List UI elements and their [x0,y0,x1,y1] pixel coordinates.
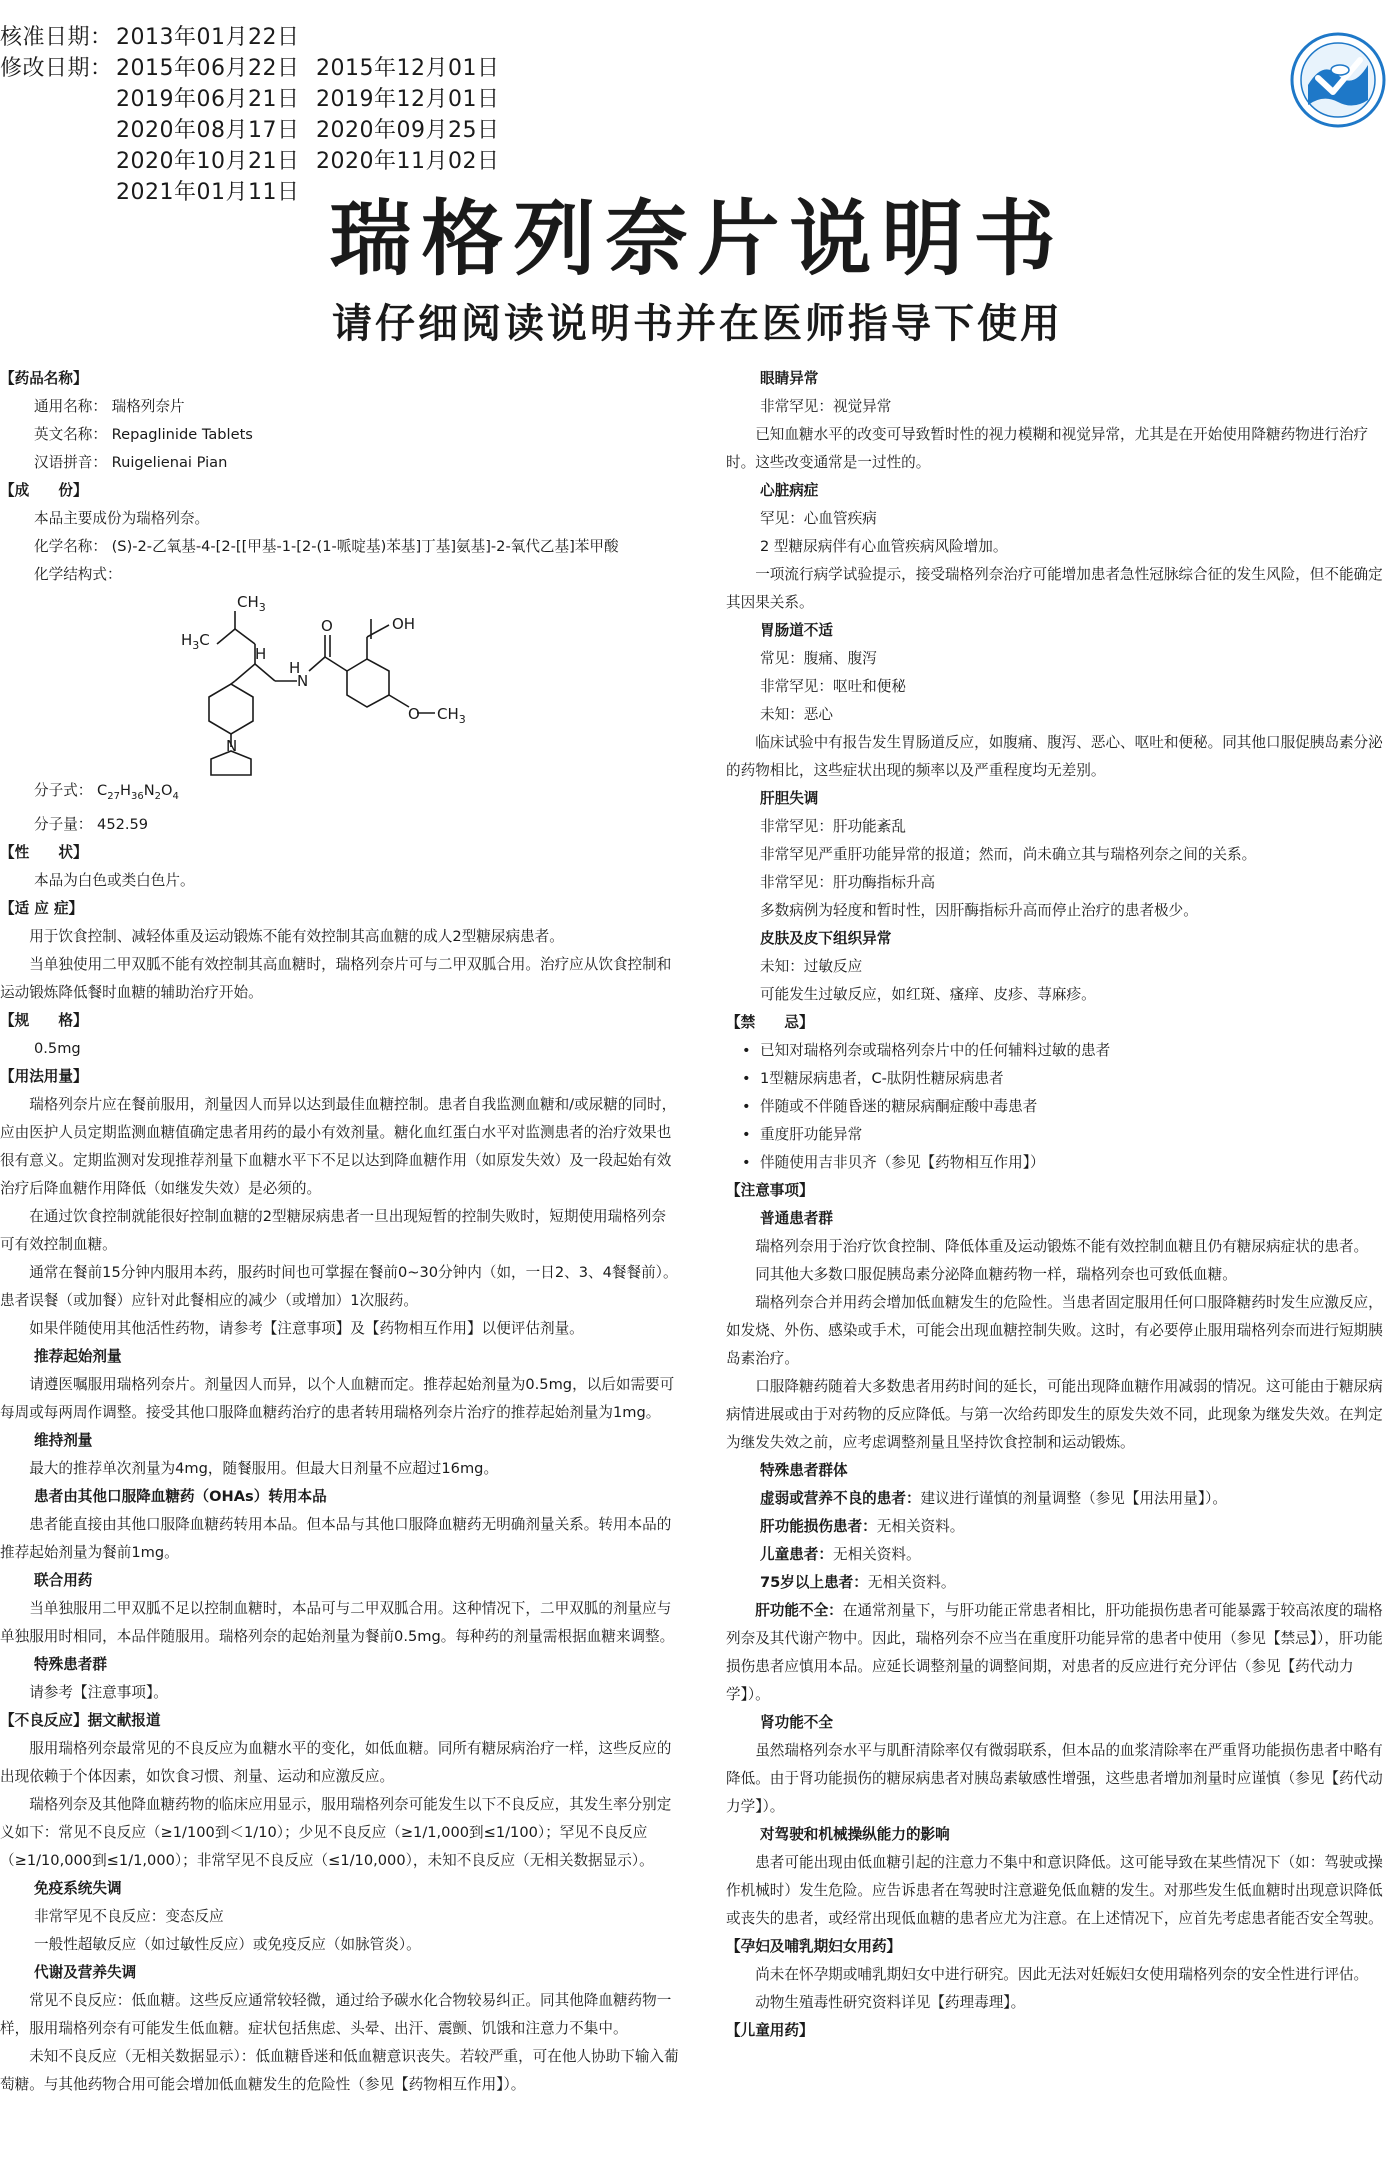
subheading: 胃肠道不适 [760,622,833,639]
subheading: 维持剂量 [34,1431,93,1449]
structure-atom-label: O [408,705,420,723]
body-text: 患者可能出现由低血糖引起的注意力不集中和意识降低。这可能导致在某些情况下（如：驾驶或操作机械时）发生危险。应告诉患者在驾驶时注意避免低血糖的发生。对那些发生低血糖时出现意识降低或丧失的患者，或经常出现低血糖的患者应尤为注意。在上述情况下，应首先考虑患者能否安全驾驶。 [726,1854,1383,1927]
list-item: • 1型糖尿病患者，C-肽阴性糖尿病患者 [726,1065,1393,1093]
dosage-text: 患者能直接由其他口服降血糖药转用本品。但本品与其他口服降血糖药无明确剂量关系。转用本品的推荐起始剂量为餐前1mg。 [0,1515,672,1561]
pinyin-name: 汉语拼音： Ruigelienai Pian [34,454,228,471]
body-text: 罕见：心血管疾病 [760,510,877,527]
revision-date: 2020年08月17日 [116,118,300,143]
dosage-text: 通常在餐前15分钟内服用本药，服药时间也可掌握在餐前0~30分钟内（如，一日2、3、4餐餐前）。患者误餐（或加餐）应针对此餐相应的减少（或增加）1次服药。 [0,1263,678,1309]
english-name: 英文名称： Repaglinide Tablets [34,426,253,443]
subheading: 皮肤及皮下组织异常 [760,930,892,947]
list-item: • 伴随或不伴随昏迷的糖尿病酮症酸中毒患者 [726,1093,1393,1121]
indications-text: 用于饮食控制、减轻体重及运动锻炼不能有效控制其高血糖的成人2型糖尿病患者。 [29,927,564,945]
body-text: 非常罕见：视觉异常 [760,398,892,415]
subheading: 肾功能不全 [760,1714,833,1731]
body-text: 肝功能不全：在通常剂量下，与肝功能正常患者相比，肝功能损伤患者可能暴露于较高浓度的瑞格列奈及其代谢产物中。因此，瑞格列奈不应当在重度肝功能异常的患者中使用（参见【禁忌】），肝功能损伤患者应慎用本品。应延长调整剂量的调整间期，对患者的反应进行充分评估（参见【药代动力学】）。 [726,1602,1383,1703]
body-text: 非常罕见：肝功酶指标升高 [760,874,936,891]
approval-date-label: 核准日期： [0,25,113,50]
section-heading: 【适 应 症】 [0,899,84,917]
subheading: 代谢及营养失调 [34,1963,137,1981]
adverse-text: 瑞格列奈及其他降血糖药物的临床应用显示，服用瑞格列奈可能发生以下不良反应，其发生率分别定义如下：常见不良反应（≥1/100到＜1/10）；少见不良反应（≥1/1,000到≤1/100）；罕见不良反应（≥1/10,000到≤1/1,000）；非常罕见不良反应（≤1/10,000），未知不良反应（无相关数据显示）。 [0,1795,672,1869]
properties-text: 本品为白色或类白色片。 [34,871,195,889]
subheading: 对驾驶和机械操纵能力的影响 [760,1826,950,1843]
section-heading: 【成 份】 [0,482,88,499]
adverse-text: 服用瑞格列奈最常见的不良反应为血糖水平的变化，如低血糖。同所有糖尿病治疗一样，这些反应的出现依赖于个体因素，如饮食习惯、剂量、运动和应激反应。 [0,1739,672,1785]
dosage-text: 如果伴随使用其他活性药物，请参考【注意事项】及【药物相互作用】以便评估剂量。 [29,1319,584,1337]
structure-atom-label: N [226,737,238,755]
right-column [726,365,1393,2045]
dosage-text: 当单独服用二甲双胍不足以控制血糖时，本品可与二甲双胍合用。这种情况下，二甲双胍的剂量应与单独服用时相同，本品伴随服用。瑞格列奈的起始剂量为餐前0.5mg。每种药的剂量需根据血糖来调整。 [0,1599,675,1645]
body-text: 动物生殖毒性研究资料详见【药理毒理】。 [755,1994,1026,2011]
body-text: 已知血糖水平的改变可导致暂时性的视力模糊和视觉异常，尤其是在开始使用降糖药物进行治疗时。这些改变通常是一过性的。 [726,426,1369,471]
section-heading: 【注意事项】 [726,1182,814,1199]
body-text: 2 型糖尿病伴有心血管疾病风险增加。 [760,538,1008,555]
body-text: 未知：恶心 [760,706,833,723]
approval-date: 2013年01月22日 [116,25,300,50]
body-text: 非常罕见：呕吐和便秘 [760,678,906,695]
body-text: 未知：过敏反应 [760,958,863,975]
section-heading: 【不良反应】据文献报道 [0,1711,161,1729]
revision-date-row [0,53,499,84]
spec-text: 0.5mg [34,1039,81,1057]
subheading: 联合用药 [34,1571,93,1589]
section-heading: 【孕妇及哺乳期妇女用药】 [726,1938,902,1955]
section-heading: 【规 格】 [0,1011,88,1029]
subheading: 患者由其他口服降血糖药（OHAs）转用本品 [34,1487,327,1505]
adverse-text: 一般性超敏反应（如过敏性反应）或免疫反应（如脉管炎）。 [34,1935,421,1953]
dosage-text: 在通过饮食控制就能很好控制血糖的2型糖尿病患者一旦出现短暂的控制失败时，短期使用瑞格列奈可有效控制血糖。 [0,1207,667,1253]
revision-date-row [0,84,499,115]
body-text: 常见：腹痛、腹泻 [760,650,877,667]
structure-label: 化学结构式： [34,566,122,583]
section-heading: 【性 状】 [0,843,88,861]
revision-date: 2019年06月21日 [116,87,300,112]
subheading: 普通患者群 [760,1210,833,1227]
revision-date: 2019年12月01日 [316,87,500,112]
subheading: 特殊患者群体 [760,1462,848,1479]
adverse-text: 非常罕见不良反应：变态反应 [34,1907,224,1925]
formula-value: $C_{27}H_{36}N_2O_4$ [97,782,179,802]
body-text: 临床试验中有报告发生胃肠道反应，如腹痛、腹泻、恶心、呕吐和便秘。同其他口服促胰岛素分泌的药物相比，这些症状出现的频率以及严重程度均无差别。 [726,734,1383,779]
body-text: 非常罕见严重肝功能异常的报道；然而，尚未确立其与瑞格列奈之间的关系。 [760,846,1257,863]
left-column [0,365,680,2099]
body-text: 75岁以上患者：无相关资料。 [760,1574,956,1591]
body-text: 虽然瑞格列奈水平与肌酐清除率仅有微弱联系，但本品的血浆清除率在严重肾功能损伤患者中略有降低。由于肾功能损伤的糖尿病患者对胰岛素敏感性增强，这些患者增加剂量时应谨慎（参见【药代动力学】）。 [726,1742,1383,1815]
revision-date-label: 修改日期： [0,56,113,81]
body-text: 尚未在怀孕期或哺乳期妇女中进行研究。因此无法对妊娠妇女使用瑞格列奈的安全性进行评估。 [755,1966,1369,1983]
subheading: 免疫系统失调 [34,1879,122,1897]
molecular-weight: 分子量： 452.59 [34,815,149,833]
revision-date: 2021年01月11日 [116,180,300,205]
structure-atom-label: H [289,659,301,677]
list-item: • 重度肝功能异常 [726,1121,1393,1149]
structure-atom-label: O [321,617,333,635]
indications-text: 当单独使用二甲双胍不能有效控制其高血糖时，瑞格列奈片可与二甲双胍合用。治疗应从饮食控制和运动锻炼降低餐时血糖的辅助治疗开始。 [0,955,672,1001]
approval-date-row [0,22,499,53]
revision-date: 2015年12月01日 [316,56,500,81]
chemical-name: 化学名称： (S)-2-乙氧基-4-[2-[[甲基-1-[2-(1-哌啶基)苯基]丁基]氨基]-2-氧代乙基]苯甲酸 [34,538,619,555]
structure-atom-label: $H_3C$ [181,631,210,652]
subheading: 心脏病症 [760,482,819,499]
body-text: 多数病例为轻度和暂时性，因肝酶指标升高而停止治疗的患者极少。 [760,902,1198,919]
document-title: 瑞格列奈片说明书 [329,192,1066,287]
body-text: 瑞格列奈用于治疗饮食控制、降低体重及运动锻炼不能有效控制血糖且仍有糖尿病症状的患者。 [755,1238,1369,1255]
dosage-text: 最大的推荐单次剂量为4mg，随餐服用。但最大日剂量不应超过16mg。 [29,1459,499,1477]
structure-atom-label: H [255,645,267,663]
body-text: 虚弱或营养不良的患者：建议进行谨慎的剂量调整（参见【用法用量】）。 [760,1490,1228,1507]
revision-date: 2020年10月21日 [116,149,300,174]
body-text: 口服降糖药随着大多数患者用药时间的延长，可能出现降血糖作用减弱的情况。这可能由于糖尿病病情进展或由于对药物的反应降低。与第一次给药即发生的原发失效不同，此现象为继发失效。在判定为继发失效之前，应考虑调整剂量且坚持饮食控制和运动锻炼。 [726,1378,1383,1451]
document-subtitle: 请仔细阅读说明书并在医师指导下使用 [332,301,1063,347]
section-heading: 【禁 忌】 [726,1014,814,1031]
revision-date: 2020年09月25日 [316,118,500,143]
body-text: 一项流行病学试验提示，接受瑞格列奈治疗可能增加患者急性冠脉综合征的发生风险，但不能确定其因果关系。 [726,566,1383,611]
list-item: • 伴随使用吉非贝齐（参见【药物相互作用】） [726,1149,1393,1177]
generic-name: 通用名称： 瑞格列奈片 [34,398,185,415]
revision-date: 2020年11月02日 [316,149,500,174]
subheading: 肝胆失调 [760,790,819,807]
contraindications-list [726,1037,1393,1177]
section-heading: 【药品名称】 [0,370,88,387]
section-heading: 【用法用量】 [0,1067,88,1085]
revision-date-row [0,146,499,177]
adverse-text: 常见不良反应：低血糖。这些反应通常较轻微，通过给予碳水化合物较易纠正。同其他降血糖药物一样，服用瑞格列奈有可能发生低血糖。症状包括焦虑、头晕、出汗、震颤、饥饿和注意力不集中。 [0,1991,672,2037]
dosage-text: 请遵医嘱服用瑞格列奈片。剂量因人而异，以个人血糖而定。推荐起始剂量为0.5mg，以后如需要可每周或每两周作调整。接受其他口服降血糖药治疗的患者转用瑞格列奈片治疗的推荐起始剂量为1mg。 [0,1375,675,1421]
subheading: 推荐起始剂量 [34,1347,122,1365]
section-heading: 【儿童用药】 [726,2022,814,2039]
list-item: • 已知对瑞格列奈或瑞格列奈片中的任何辅料过敏的患者 [726,1037,1393,1065]
structure-atom-label: $CH_3$ [437,705,466,726]
body-text: 可能发生过敏反应，如红斑、瘙痒、皮疹、荨麻疹。 [760,986,1096,1003]
mw-value: 452.59 [97,815,149,833]
body-text: 儿童患者：无相关资料。 [760,1546,921,1563]
molecular-formula: 分子式： $C_{27}H_{36}N_2O_4$ [34,782,179,802]
adverse-text: 未知不良反应（无相关数据显示）：低血糖昏迷和低血糖意识丧失。若较严重，可在他人协助下输入葡萄糖。与其他药物合用可能会增加低血糖发生的危险性（参见【药物相互作用】）。 [0,2047,679,2093]
chemical-structure [175,589,680,777]
revision-date-row [0,115,499,146]
body-text: 瑞格列奈合并用药会增加低血糖发生的危险性。当患者固定服用任何口服降糖药时发生应激反应，如发烧、外伤、感染或手术，可能会出现血糖控制失败。这时，有必要停止服用瑞格列奈而进行短期胰岛素治疗。 [726,1294,1383,1367]
subheading: 眼睛异常 [760,370,819,387]
revision-dates-block [0,22,499,208]
body-text: 非常罕见：肝功能紊乱 [760,818,906,835]
body-text: 肝功能损伤患者：无相关资料。 [760,1518,965,1535]
dosage-text: 瑞格列奈片应在餐前服用，剂量因人而异以达到最佳血糖控制。患者自我监测血糖和/或尿糖的同时，应由医护人员定期监测血糖值确定患者用药的最小有效剂量。糖化血红蛋白水平对监测患者的治疗效果也很有意义。定期监测对发现推荐剂量下血糖水平下不足以达到降血糖作用（如原发失效）及一段起始有效治疗后降血糖作用降低（如继发失效）是必须的。 [0,1095,677,1197]
dosage-text: 请参考【注意事项】。 [29,1683,168,1701]
body-text: 同其他大多数口服促胰岛素分泌降血糖药物一样，瑞格列奈也可致低血糖。 [755,1266,1237,1283]
subheading: 特殊患者群 [34,1655,107,1673]
revision-date: 2015年06月22日 [116,56,300,81]
structure-atom-label: $CH_3$ [237,593,266,614]
composition-main: 本品主要成份为瑞格列奈。 [34,510,210,527]
structure-atom-label: OH [392,615,416,633]
structure-atom-label: N [297,672,309,690]
consistency-evaluation-logo [1288,30,1388,130]
